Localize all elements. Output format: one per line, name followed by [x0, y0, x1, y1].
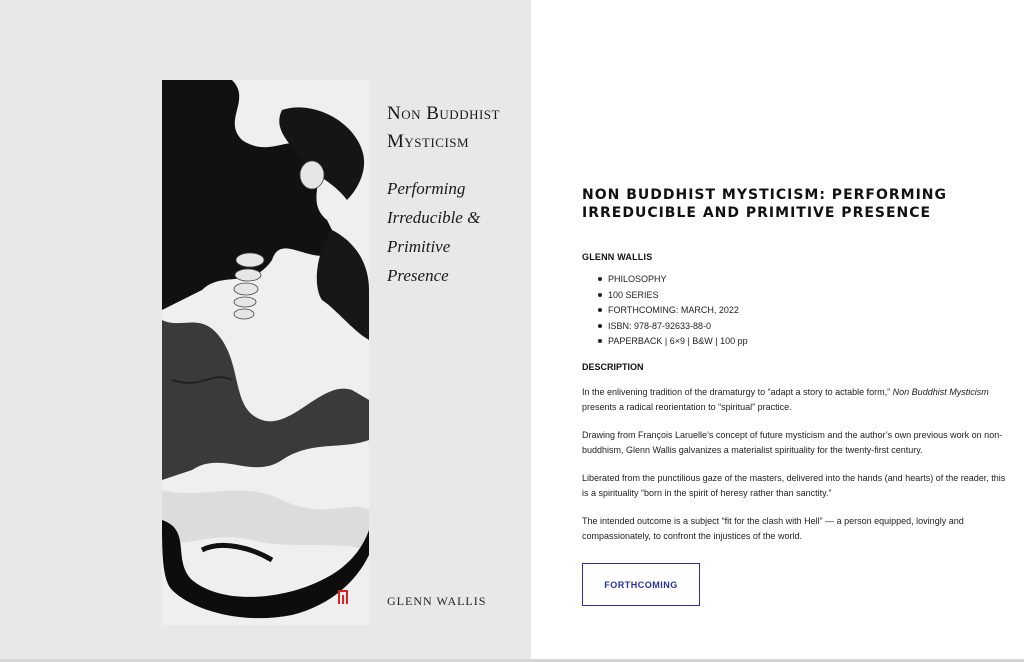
cover-title-line: Mysticism — [387, 131, 470, 152]
description-paragraph — [582, 385, 1014, 416]
forthcoming-button[interactable]: FORTHCOMING — [582, 563, 700, 606]
cover-subtitle-line: Primitive — [387, 237, 451, 256]
description-paragraph: Liberated from the punctilious gaze of the masters, delivered into the hands (and hearts) of the reader, this is a spirituality “born in the spirit of heresy rather than sanctity.” — [582, 472, 1006, 498]
cover-subtitle-line: Presence — [387, 266, 449, 285]
cover-subtitle-line: Irreducible & — [387, 208, 481, 227]
detail-item: ISBN: 978-87-92633-88-0 — [598, 319, 1014, 335]
cover-title-line: Non Buddhist — [387, 103, 500, 124]
book-cover — [162, 80, 505, 625]
cover-subtitle-line: Performing — [387, 179, 466, 198]
description-text: In the enlivening tradition of the dramaturgy to “adapt a story to actable form,” — [582, 386, 893, 397]
cover-author: GLENN WALLIS — [387, 594, 487, 608]
detail-item: PAPERBACK | 6×9 | B&W | 100 pp — [598, 334, 1014, 350]
book-info — [582, 186, 1014, 545]
author-name: GLENN WALLIS — [582, 252, 653, 262]
description-paragraph: The intended outcome is a subject “fit for the clash with Hell” — a person equipped, lovingly and compassionately, to confront the injustices of the world. — [582, 515, 964, 541]
detail-item: 100 SERIES — [598, 288, 1014, 304]
book-details-list — [582, 272, 1014, 350]
detail-item: FORTHCOMING: MARCH, 2022 — [598, 303, 1014, 319]
cover-title — [387, 100, 537, 156]
cover-subtitle — [387, 174, 517, 290]
publisher-logo-icon — [338, 590, 348, 604]
book-title: NON BUDDHIST MYSTICISM: PERFORMING IRREDUCIBLE AND PRIMITIVE PRESENCE — [582, 187, 948, 221]
description-italic-title: Non Buddhist Mysticism — [892, 386, 989, 397]
description-text: presents a radical reorientation to “spiritual” practice. — [582, 402, 792, 412]
ink-illustration — [162, 80, 369, 625]
description-heading: DESCRIPTION — [582, 361, 644, 372]
description-paragraph: Drawing from François Laruelle’s concept of future mysticism and the author’s own previous work on non-buddhism, Glenn Wallis galvanizes a materialist spirituality for the twenty-first century. — [582, 429, 1003, 455]
cover-ink-artwork — [162, 80, 369, 625]
detail-item: PHILOSOPHY — [598, 272, 1014, 288]
